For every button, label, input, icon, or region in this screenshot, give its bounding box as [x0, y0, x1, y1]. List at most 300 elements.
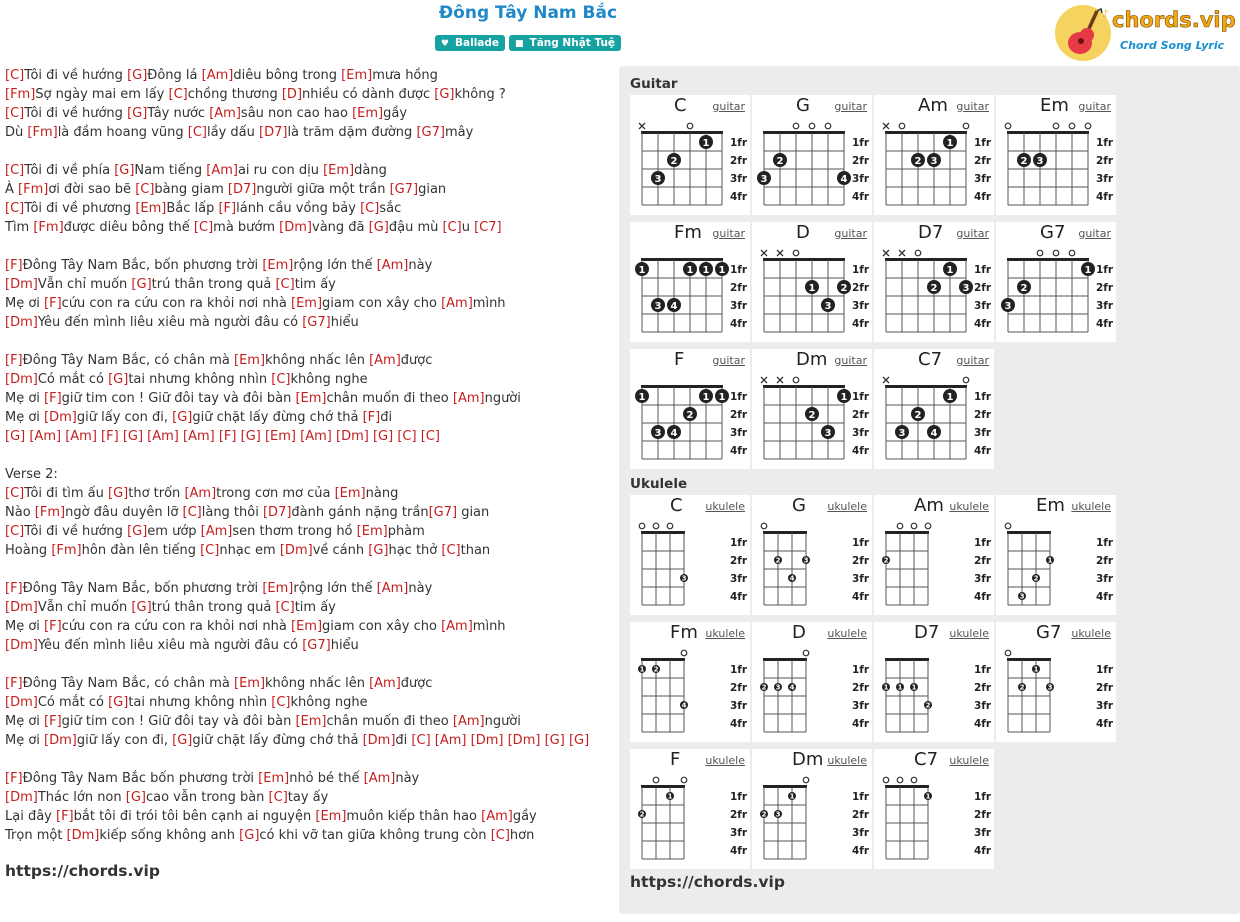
open-string-marker [667, 523, 673, 529]
open-string-marker [1037, 250, 1043, 256]
chord-tag[interactable]: [F] [44, 619, 62, 634]
blank-line [5, 560, 617, 579]
chord-tag[interactable]: [G] [127, 106, 148, 121]
chord-tag[interactable]: [Em] [352, 106, 384, 121]
chord-type-link[interactable]: guitar [712, 227, 745, 240]
chord-tag[interactable]: [Dm] [44, 410, 77, 425]
finger-number: 1 [1047, 556, 1053, 565]
finger-number: 2 [686, 409, 694, 421]
chord-tag[interactable]: [D7] [262, 505, 292, 520]
chord-tag[interactable]: [G] [122, 429, 144, 444]
chord-name: F [674, 349, 685, 370]
guitar-chord-card[interactable] [996, 222, 1116, 342]
chord-tag[interactable]: [Dm] [279, 220, 312, 235]
finger-number: 2 [775, 556, 781, 565]
chord-tag[interactable]: [F] [5, 353, 23, 368]
fret-label: 4fr [852, 445, 870, 457]
fret-label: 4fr [730, 318, 748, 330]
open-string-marker [925, 523, 931, 529]
open-string-marker [1005, 123, 1011, 129]
chord-tag[interactable]: [G] [239, 828, 260, 843]
chord-type-link[interactable]: ukulele [1071, 500, 1111, 513]
ukulele-chord-card[interactable] [874, 749, 994, 869]
open-string-marker [1085, 123, 1091, 129]
fret-label: 1fr [852, 391, 870, 403]
finger-number: 1 [702, 391, 710, 403]
chord-tag[interactable]: [Dm] [507, 733, 541, 748]
chord-tag[interactable]: [G] [108, 695, 129, 710]
fret-label: 1fr [852, 664, 870, 676]
open-string-marker [963, 377, 969, 383]
panel-site-link[interactable]: https://chords.vip [630, 873, 785, 891]
lyric-text: Yêu đến mình liêu xiêu mà người đâu có [37, 315, 303, 330]
chord-tag[interactable]: [G] [131, 600, 152, 615]
chord-type-link[interactable]: guitar [1078, 227, 1111, 240]
chord-tag[interactable]: [G7] [416, 125, 445, 140]
guitar-chord-card[interactable] [630, 95, 750, 215]
chord-tag[interactable]: [F] [44, 714, 62, 729]
finger-number: 1 [667, 792, 673, 801]
guitar-chord-card[interactable] [752, 222, 872, 342]
chord-tag[interactable]: [Am] [29, 429, 62, 444]
lyric-text: Tôi đi về hướng [24, 524, 128, 539]
chord-tag[interactable]: [Em] [262, 581, 294, 596]
chord-type-link[interactable]: ukulele [705, 500, 745, 513]
chord-tag[interactable]: [F] [5, 581, 23, 596]
open-string-marker [911, 523, 917, 529]
chord-type-link[interactable]: guitar [834, 100, 867, 113]
chord-type-link[interactable]: ukulele [1071, 627, 1111, 640]
chord-tag[interactable]: [G] [372, 429, 394, 444]
finger-number: 1 [702, 137, 710, 149]
chord-tag[interactable]: [Dm] [5, 600, 38, 615]
chord-tag[interactable]: [C] [268, 790, 288, 805]
ukulele-chord-card[interactable] [630, 749, 750, 869]
chord-tag[interactable]: [Am] [300, 429, 332, 444]
chord-tag[interactable]: [Dm] [5, 695, 38, 710]
open-string-marker [793, 123, 799, 129]
chord-tag[interactable]: [G] [125, 790, 146, 805]
chord-tag[interactable]: [C] [182, 505, 202, 520]
nut [763, 385, 845, 388]
ukulele-chord-card[interactable] [752, 749, 872, 869]
chord-type-link[interactable]: guitar [712, 100, 745, 113]
chord-tag[interactable]: [G] [172, 410, 193, 425]
chord-tag[interactable]: [Em] [291, 619, 323, 634]
chord-tag[interactable]: [Am] [441, 619, 473, 634]
lyric-text: Đông Tây Nam Bắc, có chân mà [22, 676, 234, 691]
finger-number: 2 [1020, 155, 1028, 167]
finger-number: 3 [1019, 592, 1025, 601]
lyric-text: đi [380, 410, 393, 425]
chord-tag[interactable]: [D7] [227, 182, 257, 197]
chord-tag[interactable]: [Em] [291, 296, 323, 311]
chord-tag[interactable]: [C] [271, 695, 291, 710]
chord-tag[interactable]: [Am] [184, 486, 217, 501]
nut [885, 658, 929, 661]
chord-tag[interactable]: [Em] [315, 809, 347, 824]
site-logo[interactable] [1054, 3, 1238, 63]
lyric-text: tay ấy [287, 790, 329, 805]
chord-name: Dm [796, 349, 828, 370]
chord-tag[interactable]: [Am] [209, 106, 241, 121]
ukulele-chord-card[interactable] [752, 495, 872, 615]
chord-tag[interactable]: [Am] [201, 68, 234, 83]
chord-diagram [630, 95, 750, 215]
guitar-chord-card[interactable] [630, 349, 750, 469]
fret-label: 2fr [730, 409, 748, 421]
chord-tag[interactable]: [C] [193, 220, 214, 235]
fret-label: 1fr [852, 264, 870, 276]
chord-tag[interactable]: [Em] [356, 524, 388, 539]
guitar-chord-card[interactable] [874, 222, 994, 342]
chord-tag[interactable]: [Am] [147, 429, 179, 444]
chord-type-link[interactable]: guitar [834, 354, 867, 367]
lyric-line [5, 275, 617, 294]
lyric-text: Mẹ ơi [5, 714, 45, 729]
chord-tag[interactable]: [F] [5, 676, 23, 691]
chord-tag[interactable]: [G] [108, 372, 129, 387]
blank-line [5, 750, 617, 769]
chord-tag[interactable]: [C] [420, 429, 440, 444]
nut [1007, 131, 1089, 134]
chord-tag[interactable]: [Am] [200, 524, 233, 539]
chord-tag[interactable]: [Em] [323, 163, 355, 178]
lyric-text: Trọn một [5, 828, 67, 843]
fret-label: 4fr [852, 318, 870, 330]
fret-label: 2fr [852, 155, 870, 167]
chord-tag[interactable]: [F] [101, 429, 119, 444]
chord-tag[interactable]: [Fm] [34, 505, 66, 520]
lyric-text: bàng giam [154, 182, 228, 197]
chord-tag[interactable]: [Em] [295, 714, 327, 729]
lyric-text: tai nhưng không nhìn [128, 372, 272, 387]
chord-tag[interactable]: [G] [127, 524, 148, 539]
chord-tag[interactable]: [C] [397, 429, 417, 444]
chord-type-link[interactable]: guitar [956, 227, 989, 240]
open-string-marker [1005, 523, 1011, 529]
lyric-text: nàng [365, 486, 399, 501]
chord-type-link[interactable]: ukulele [949, 500, 989, 513]
chord-tag[interactable]: [Fm] [18, 182, 49, 197]
chord-tag[interactable]: [G] [368, 543, 389, 558]
chord-tag[interactable]: [Dm] [279, 543, 313, 558]
chord-tag[interactable]: [G] [368, 220, 389, 235]
fret-label: 4fr [1096, 191, 1114, 203]
lyric-text: được diêu bông thế [63, 220, 194, 235]
chord-type-link[interactable]: guitar [956, 100, 989, 113]
chord-type-link[interactable]: guitar [834, 227, 867, 240]
nut [641, 385, 723, 388]
chord-tag[interactable]: [Em] [262, 258, 294, 273]
finger-number: 1 [718, 391, 726, 403]
chord-tag[interactable]: [C] [5, 106, 25, 121]
chord-tag[interactable]: [Am] [369, 353, 401, 368]
lyric-text: Thác lớn non [37, 790, 126, 805]
chord-tag[interactable]: [Am] [452, 391, 485, 406]
lyric-text: hiểu [330, 638, 359, 653]
chord-tag[interactable]: [C] [275, 600, 295, 615]
fret-label: 4fr [974, 845, 992, 857]
lyric-text: kiếp sống không anh [99, 828, 240, 843]
chord-tag[interactable]: [G] [131, 277, 152, 292]
chord-tag[interactable]: [Am] [481, 809, 513, 824]
chord-tag[interactable]: [F] [44, 296, 62, 311]
chord-tag[interactable]: [F] [218, 429, 237, 444]
nut [763, 531, 807, 534]
lyric-text: Đông Tây Nam Bắc bốn phương trời [22, 771, 259, 786]
chord-tag[interactable]: [C7] [474, 220, 502, 235]
chord-tag[interactable]: [G] [108, 486, 129, 501]
nut [885, 258, 967, 261]
chord-type-link[interactable]: ukulele [705, 754, 745, 767]
fret-label: 2fr [730, 809, 748, 821]
chord-type-link[interactable]: ukulele [949, 754, 989, 767]
chord-tag[interactable]: [Dm] [336, 429, 369, 444]
guitar-chord-card[interactable] [996, 95, 1116, 215]
chord-tag[interactable]: [Dm] [362, 733, 396, 748]
chord-tag[interactable]: [Dm] [5, 790, 38, 805]
lyric-text: giữ tim con ! Giữ đôi tay và đôi bàn [61, 714, 296, 729]
chord-tag[interactable]: [F] [5, 258, 23, 273]
chord-name: D [792, 622, 806, 643]
ukulele-chord-card[interactable] [874, 622, 994, 742]
chord-tag[interactable]: [Dm] [66, 828, 100, 843]
chord-panel [619, 66, 1240, 914]
lyric-text: dàng [354, 163, 387, 178]
chord-tag[interactable]: [C] [5, 201, 25, 216]
chord-tag[interactable]: [Fm] [33, 220, 64, 235]
nut [641, 131, 723, 134]
guitar-chord-card[interactable] [874, 95, 994, 215]
chord-name: D7 [918, 222, 944, 243]
chord-tag[interactable]: [F] [5, 771, 23, 786]
open-string-marker [793, 377, 799, 383]
chord-tag[interactable]: [C] [5, 68, 25, 83]
chord-tag[interactable]: [G] [240, 429, 261, 444]
finger-number: 3 [775, 810, 781, 819]
chord-tag[interactable]: [Am] [452, 714, 485, 729]
lyric-text: lầy dấu [207, 125, 259, 140]
open-string-marker [653, 523, 659, 529]
chord-tag[interactable]: [C] [5, 524, 25, 539]
chord-type-link[interactable]: guitar [712, 354, 745, 367]
chord-name: Fm [670, 622, 698, 643]
artist-tag[interactable] [509, 35, 621, 51]
chord-tag[interactable]: [Em] [258, 771, 290, 786]
chord-tag[interactable]: [Am] [376, 258, 409, 273]
lyric-text: giam con xây cho [322, 619, 442, 634]
lyric-text: đậu mù [388, 220, 443, 235]
chord-tag[interactable]: [Am] [183, 429, 215, 444]
chord-tag[interactable]: [G7] [389, 182, 419, 197]
chord-tag[interactable]: [C] [200, 543, 220, 558]
lyric-text: sâu non cao hao [240, 106, 353, 121]
chord-tag[interactable]: [Em] [334, 486, 366, 501]
finger-number: 2 [1020, 282, 1028, 294]
chord-tag[interactable]: [F] [218, 201, 237, 216]
chord-tag[interactable]: [G7] [302, 638, 331, 653]
fret-label: 4fr [974, 445, 992, 457]
chord-tag[interactable]: [C] [187, 125, 207, 140]
ukulele-chord-card[interactable] [996, 495, 1116, 615]
chord-tag[interactable]: [Em] [341, 68, 373, 83]
chord-tag[interactable]: [D] [281, 87, 303, 102]
nut [1007, 531, 1051, 534]
finger-number: 3 [803, 556, 809, 565]
chord-tag[interactable]: [Am] [206, 163, 238, 178]
lyric-text: giữ chặt lấy đừng chớ thả [192, 733, 363, 748]
fret-label: 1fr [852, 791, 870, 803]
chord-name: Em [1036, 495, 1065, 516]
chord-tag[interactable]: [C] [5, 163, 25, 178]
finger-number: 1 [883, 683, 889, 692]
lyric-line [5, 674, 617, 693]
chord-tag[interactable]: [C] [271, 372, 291, 387]
chord-type-link[interactable]: ukulele [827, 754, 867, 767]
lyric-line [5, 731, 617, 750]
fret-label: 2fr [852, 282, 870, 294]
chord-tag[interactable]: [Dm] [44, 733, 77, 748]
finger-number: 3 [654, 173, 662, 185]
chord-tag[interactable]: [F] [44, 391, 62, 406]
ukulele-chord-card[interactable] [874, 495, 994, 615]
lyric-text: người [484, 714, 521, 729]
open-string-marker [809, 123, 815, 129]
fret-label: 2fr [852, 555, 870, 567]
chord-tag[interactable]: [G] [127, 68, 148, 83]
fret-label: 3fr [730, 700, 748, 712]
finger-number: 2 [840, 282, 848, 294]
chord-tag[interactable]: [Dm] [5, 315, 38, 330]
chord-tag[interactable]: [C] [168, 87, 188, 102]
chord-tag[interactable]: [Em] [295, 391, 327, 406]
chord-tag[interactable]: [C] [442, 220, 462, 235]
chord-tag[interactable]: [F] [56, 809, 74, 824]
chord-tag[interactable]: [C] [441, 543, 461, 558]
chord-tag[interactable]: [Dm] [470, 733, 504, 748]
finger-number: 3 [898, 427, 906, 439]
lyric-line [5, 522, 617, 541]
chord-tag[interactable]: [Fm] [27, 125, 58, 140]
chord-tag[interactable]: [Am] [363, 771, 396, 786]
chord-name: G [792, 495, 806, 516]
chord-tag[interactable]: [G7] [428, 505, 458, 520]
site-link[interactable]: https://chords.vip [5, 862, 160, 880]
chord-tag[interactable]: [Fm] [51, 543, 82, 558]
chord-type-link[interactable]: guitar [956, 354, 989, 367]
lyric-text: trú thân trong quả [151, 600, 276, 615]
chord-tag[interactable]: [G] [5, 429, 26, 444]
chord-tag[interactable]: [G] [434, 87, 455, 102]
chord-tag[interactable]: [Dm] [5, 638, 38, 653]
lyric-text: hơn [509, 828, 535, 843]
lyric-text: sen thơm trong hồ [232, 524, 357, 539]
nut [641, 531, 685, 534]
chord-tag[interactable]: [C] [135, 182, 155, 197]
fret-label: 1fr [730, 137, 748, 149]
chord-tag[interactable]: [Em] [234, 676, 266, 691]
chord-tag[interactable]: [Dm] [5, 277, 38, 292]
chord-tag[interactable]: [Am] [434, 733, 467, 748]
genre-tag[interactable] [435, 35, 505, 51]
chord-tag[interactable]: [G] [568, 733, 590, 748]
fret-label: 3fr [730, 300, 748, 312]
lyric-text: mây [444, 125, 474, 140]
chord-tag[interactable]: [Fm] [5, 87, 36, 102]
finger-number: 3 [760, 173, 768, 185]
chord-tag[interactable]: [C] [5, 486, 25, 501]
ukulele-chord-card[interactable] [630, 495, 750, 615]
fret-label: 2fr [974, 555, 992, 567]
chord-name: D7 [914, 622, 940, 643]
chord-tag[interactable]: [G7] [302, 315, 331, 330]
finger-number: 2 [808, 409, 816, 421]
chord-type-link[interactable]: ukulele [827, 627, 867, 640]
chord-tag[interactable]: [Am] [369, 676, 401, 691]
chord-tag[interactable]: [D7] [259, 125, 288, 140]
chord-tag[interactable]: [Dm] [5, 372, 38, 387]
lyric-text: thơ trốn [128, 486, 185, 501]
chord-tag[interactable]: [C] [275, 277, 295, 292]
chord-tag[interactable]: [F] [362, 410, 381, 425]
chord-type-link[interactable]: guitar [1078, 100, 1111, 113]
chord-tag[interactable]: [Am] [376, 581, 409, 596]
lyric-text: Nam tiếng [134, 163, 207, 178]
chord-name: G7 [1040, 222, 1066, 243]
open-string-marker [681, 777, 687, 783]
lyric-text: sắc [379, 201, 402, 216]
guitar-chord-card[interactable] [752, 95, 872, 215]
chord-tag[interactable]: [G] [544, 733, 565, 748]
ukulele-chord-card[interactable] [996, 622, 1116, 742]
open-string-marker [803, 650, 809, 656]
chord-tag[interactable]: [G] [114, 163, 135, 178]
chord-name: C7 [914, 749, 939, 770]
lyric-text: gian [457, 505, 490, 520]
ukulele-chord-card[interactable] [752, 622, 872, 742]
nut [641, 258, 723, 261]
fret-label: 3fr [852, 573, 870, 585]
chord-tag[interactable]: [Am] [441, 296, 473, 311]
chord-tag[interactable]: [G] [172, 733, 193, 748]
ukulele-chord-card[interactable] [630, 622, 750, 742]
open-string-marker [825, 123, 831, 129]
chord-tag[interactable]: [Em] [264, 429, 297, 444]
chord-tag[interactable]: [C] [360, 201, 380, 216]
guitar-chord-card[interactable] [630, 222, 750, 342]
chord-type-link[interactable]: ukulele [949, 627, 989, 640]
lyric-text: rộng lớn thế [293, 581, 377, 596]
guitar-chord-card[interactable] [874, 349, 994, 469]
lyric-line [5, 370, 617, 389]
chord-type-link[interactable]: ukulele [827, 500, 867, 513]
lyric-line [5, 66, 617, 85]
chord-tag[interactable]: [C] [411, 733, 431, 748]
chord-tag[interactable]: [Em] [234, 353, 266, 368]
chord-tag[interactable]: [Am] [65, 429, 97, 444]
chord-tag[interactable]: [C] [490, 828, 510, 843]
fret-label: 2fr [1096, 155, 1114, 167]
chord-type-link[interactable]: ukulele [705, 627, 745, 640]
chord-tag[interactable]: [Em] [135, 201, 167, 216]
blank-line [5, 142, 617, 161]
fret-label: 4fr [974, 718, 992, 730]
fret-label: 2fr [852, 809, 870, 821]
lyric-line [5, 256, 617, 275]
guitar-chord-card[interactable] [752, 349, 872, 469]
fret-label: 1fr [974, 537, 992, 549]
